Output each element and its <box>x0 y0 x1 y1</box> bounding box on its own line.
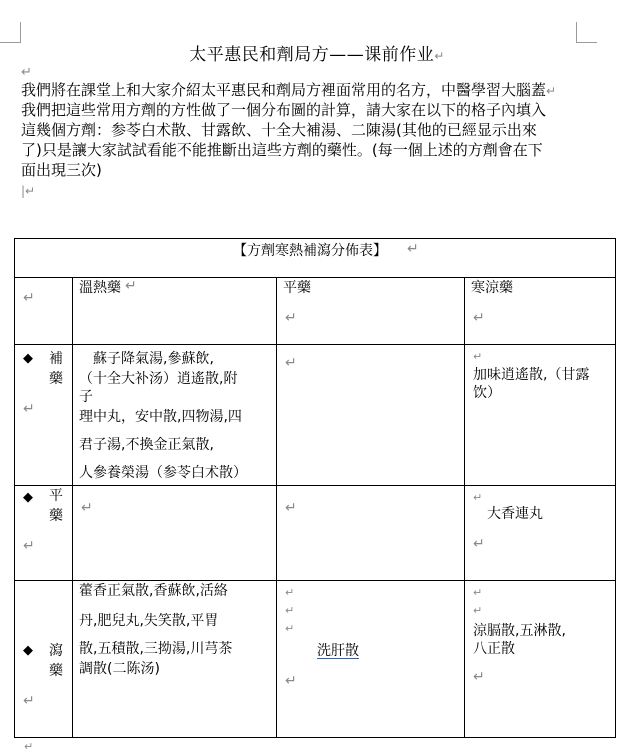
paragraph-line-1 <box>21 80 616 100</box>
cell-neutral-warm[interactable] <box>73 486 277 581</box>
paragraph-mark-icon: ↵ <box>473 350 483 363</box>
document-title[interactable] <box>0 40 634 65</box>
bullet-icon: ◆ <box>23 351 33 366</box>
paragraph-mark-icon: ↵ <box>23 538 35 554</box>
row-label-cell[interactable] <box>15 345 73 486</box>
header-cell-warm[interactable] <box>73 278 277 345</box>
paragraph-line-3 <box>21 120 616 140</box>
row-label: 平 <box>49 488 63 504</box>
row-label: 藥 <box>49 508 63 524</box>
paragraph-mark-icon: ↵ <box>23 401 35 417</box>
paragraph-mark-icon: ↵ <box>473 669 485 685</box>
formula-line: 饮） <box>473 385 501 401</box>
paragraph-line-text: 了)只是讓大家試試看能不能推斷出這些方劑的藥性。(每一個上述的方劑會在下 <box>21 141 543 159</box>
row-label: 藥 <box>49 663 63 679</box>
col-header-warm: 溫熱藥 <box>79 280 121 296</box>
cell-neutral-neutral[interactable] <box>277 486 465 581</box>
paragraph-mark-icon: ↵ <box>473 586 483 599</box>
paragraph-mark-icon: ↵ <box>285 355 297 371</box>
formula-line: 蘇子降氣湯,參蘇飲, <box>93 351 214 367</box>
paragraph-mark-icon: ↵ <box>285 586 295 599</box>
cell-tonify-neutral[interactable] <box>277 345 465 486</box>
table-row <box>15 345 616 486</box>
cell-neutral-cold[interactable] <box>465 486 616 581</box>
cell-tonify-cold[interactable] <box>465 345 616 486</box>
bullet-icon: ◆ <box>23 643 33 658</box>
paragraph-mark-icon: ↵ <box>434 49 445 63</box>
paragraph-line-text: 我們將在課堂上和大家介紹太平惠民和劑局方裡面常用的名方，中醫學習大腦蓋 <box>21 81 547 99</box>
table-row <box>15 486 616 581</box>
row-label-cell[interactable] <box>15 581 73 738</box>
row-label: 補 <box>49 351 63 367</box>
header-cell-neutral[interactable] <box>277 278 465 345</box>
paragraph-mark-icon: ↵ <box>285 310 297 326</box>
table-caption-cell[interactable] <box>15 239 616 278</box>
paragraph-mark-icon: ↵ <box>21 65 32 80</box>
text-cursor-icon: |↵ <box>21 184 36 198</box>
paragraph-mark-icon: ↵ <box>407 241 419 257</box>
formula-line: 八正散 <box>473 641 515 657</box>
formula-line: 加味逍遙散,（甘露 <box>473 367 590 383</box>
paragraph-line-5 <box>21 160 616 180</box>
paragraph-mark-icon: ↵ <box>285 500 297 516</box>
intro-paragraph[interactable] <box>21 80 616 200</box>
paragraph-line-4 <box>21 140 616 160</box>
paragraph-mark-icon: ↵ <box>285 622 295 635</box>
cell-tonify-warm[interactable] <box>73 345 277 486</box>
table-row <box>15 581 616 738</box>
formula-line: 大香連丸 <box>487 506 543 522</box>
cell-drain-cold[interactable] <box>465 581 616 738</box>
distribution-table <box>14 238 616 738</box>
paragraph-mark-icon: ↵ <box>473 310 485 326</box>
paragraph-mark-icon: ↵ <box>546 84 557 98</box>
paragraph-line-2 <box>21 100 616 120</box>
paragraph-mark-icon: ↵ <box>473 604 483 617</box>
header-cell-cold[interactable] <box>465 278 616 345</box>
formula-line: 君子湯,不換金正氣散, <box>79 437 214 453</box>
formula-line: 散,五積散,三拗湯,川芎茶 <box>79 641 233 657</box>
paragraph-mark-icon: ↵ <box>473 491 483 504</box>
col-header-cold: 寒涼藥 <box>471 280 513 296</box>
paragraph-line-text: 這幾個方劑：参苓白术散、甘露飲、十全大補湯、二陳湯(其他的已經显示出來 <box>21 121 537 139</box>
paragraph-line-text: 我們把這些常用方劑的方性做了一個分布圖的計算，請大家在以下的格子內填入 <box>21 101 547 119</box>
paragraph-mark-icon: ↵ <box>125 278 137 294</box>
formula-line: 丹,肥兒丸,失笑散,平胃 <box>79 613 219 629</box>
paragraph-mark-icon: ↵ <box>23 693 35 709</box>
bullet-icon: ◆ <box>23 490 33 505</box>
paragraph-line-6 <box>21 180 616 200</box>
paragraph-mark-icon: ↵ <box>285 604 295 617</box>
title-text: 太平惠民和劑局方——课前作业 <box>189 45 435 65</box>
paragraph-mark-icon: ↵ <box>23 290 35 306</box>
cell-drain-warm[interactable] <box>73 581 277 738</box>
formula-line: 人參養榮湯（参苓白术散） <box>79 465 247 481</box>
row-label: 藥 <box>49 371 63 387</box>
col-header-neutral: 平藥 <box>283 280 311 296</box>
paragraph-line-text: 面出現三次) <box>21 161 102 179</box>
formula-line: 理中丸，安中散,四物湯,四 <box>79 409 242 425</box>
paragraph-mark-icon: ↵ <box>285 673 297 689</box>
formula-line: 洗肝散 <box>317 643 359 659</box>
formula-line: 子 <box>79 389 93 405</box>
table-caption: 【方劑寒熱補瀉分佈表】 <box>233 243 387 259</box>
row-label: 瀉 <box>49 643 63 659</box>
header-cell-empty[interactable] <box>15 278 73 345</box>
paragraph-mark-icon: ↵ <box>81 500 93 516</box>
formula-line: （十全大补汤）逍遙散,附 <box>79 371 238 387</box>
formula-line: 調散(二陈汤) <box>79 661 160 677</box>
formula-line: 藿香正氣散,香蘇飲,活絡 <box>79 583 228 599</box>
formula-line: 涼膈散,五淋散, <box>473 623 566 639</box>
paragraph-mark-icon: ↵ <box>24 740 34 753</box>
cell-drain-neutral[interactable] <box>277 581 465 738</box>
row-label-cell[interactable] <box>15 486 73 581</box>
paragraph-mark-icon: ↵ <box>473 536 485 552</box>
